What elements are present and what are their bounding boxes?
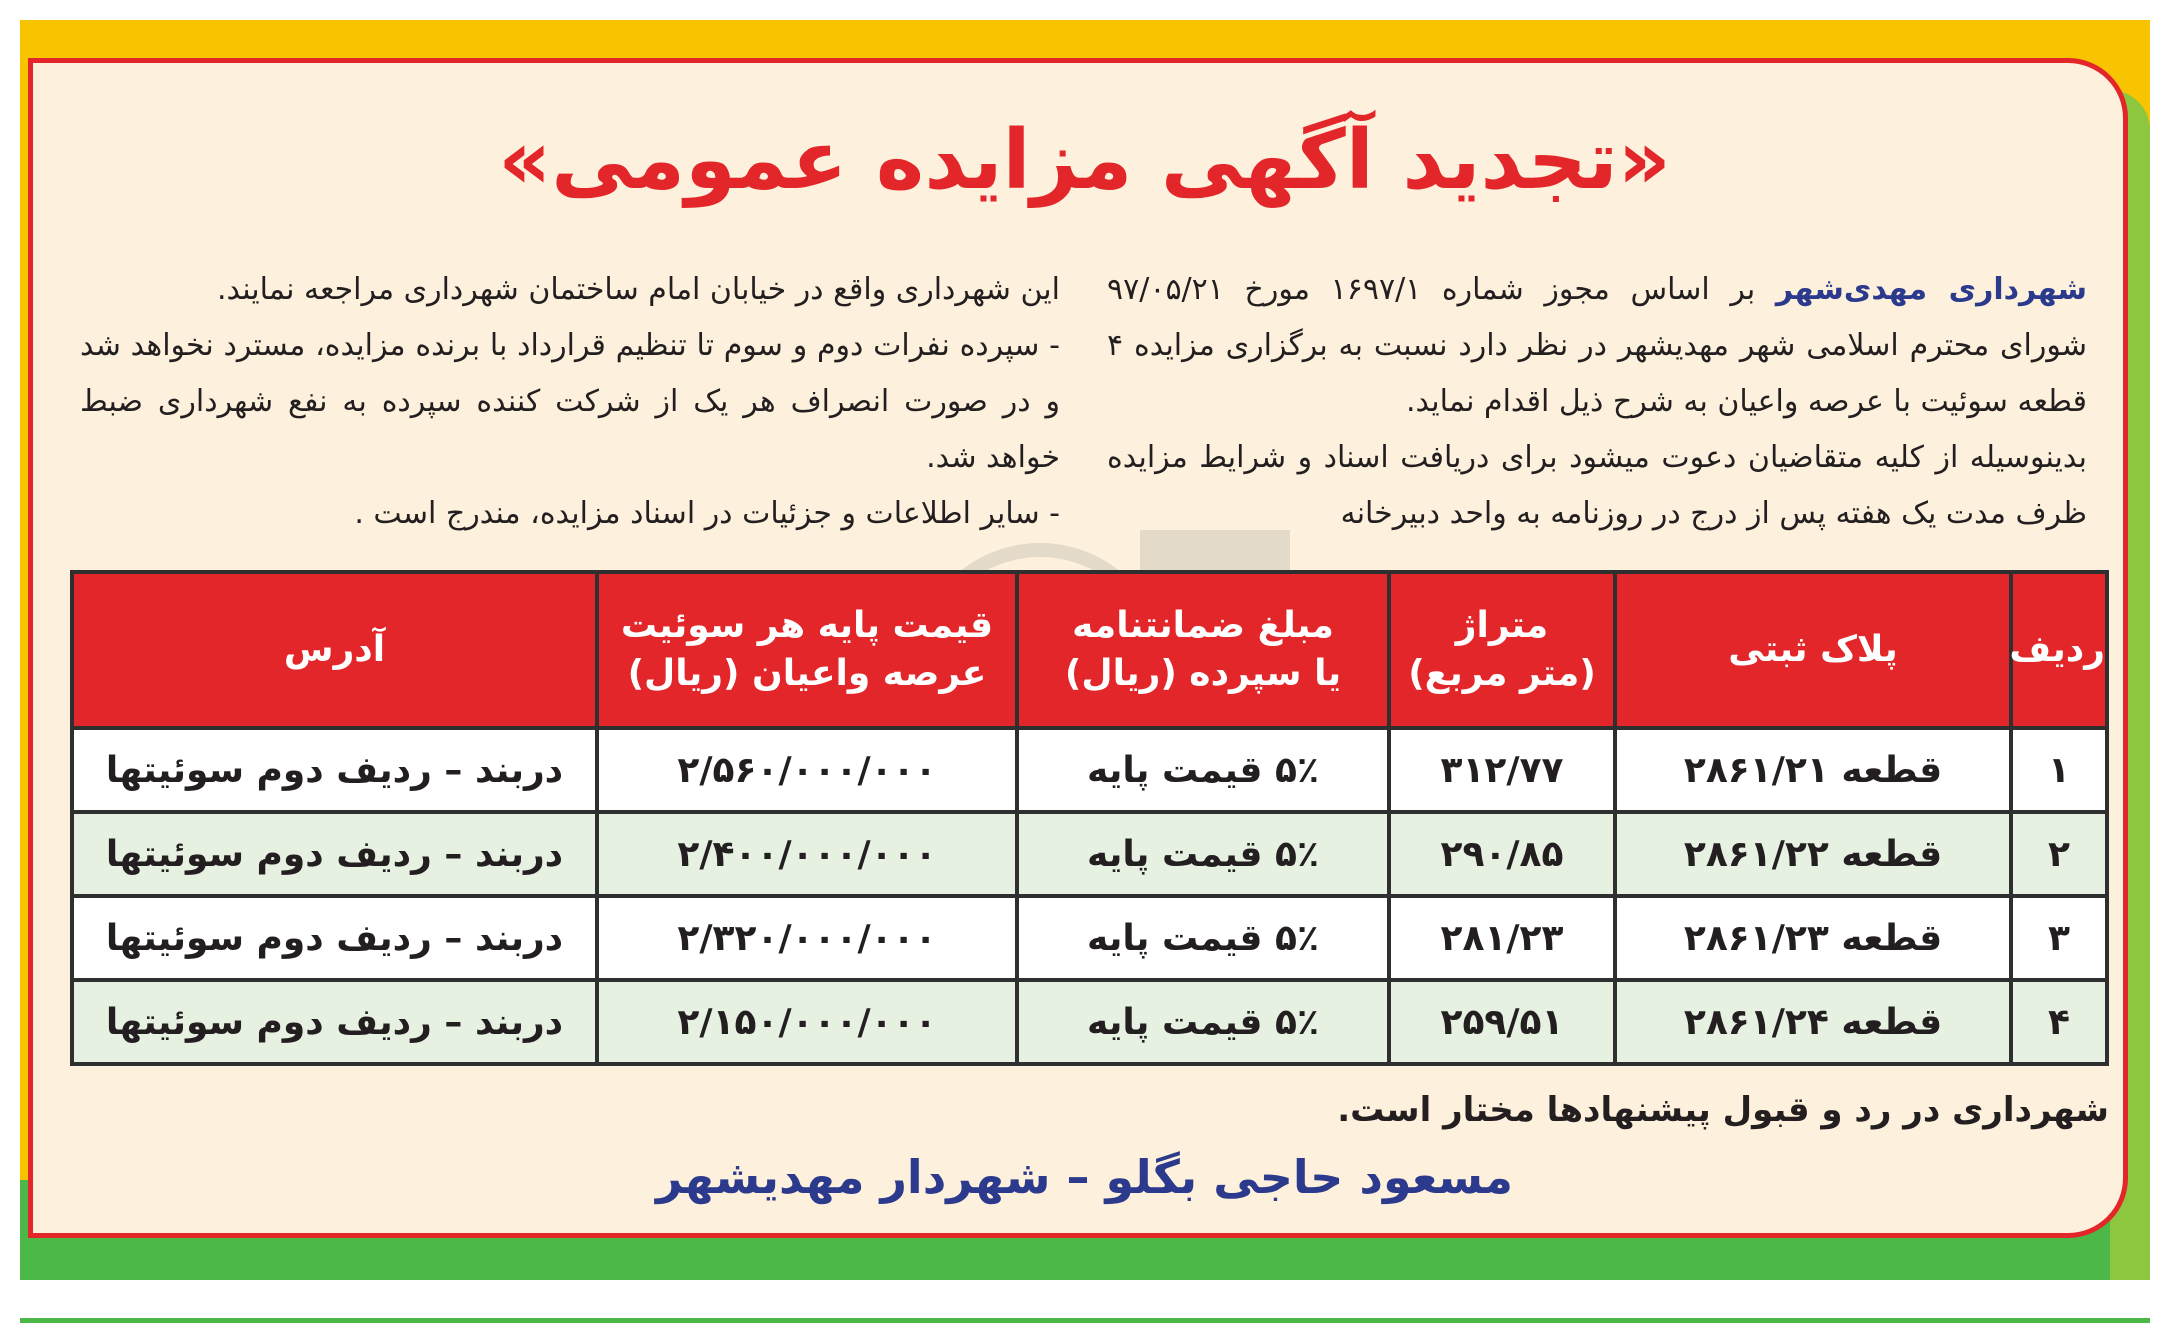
page-title: «تجدید آگهی مزایده عمومی» <box>498 113 1671 208</box>
header-plot: پلاک ثبتی <box>1615 572 2011 728</box>
intro-left-para-2: - سپرده نفرات دوم و سوم تا تنظیم قرارداد با برنده مزایده، مسترد نخواهد شد و در صورت انصراف هر یک از شرکت کننده سپرده به نفع شهرداری ضبط خواهد شد. <box>80 328 1060 475</box>
cell-plot: قطعه ۲۸۶۱/۲۴ <box>1615 980 2011 1064</box>
intro-right-para-1 <box>1107 262 2087 430</box>
signature: مسعود حاجی بگلو – شهردار مهدیشهر <box>655 1150 1514 1204</box>
header-price <box>597 572 1017 728</box>
cell-deposit: ۵٪ قیمت پایه <box>1017 728 1389 812</box>
table-row <box>72 896 2107 980</box>
cell-area: ۲۹۰/۸۵ <box>1389 812 1615 896</box>
cell-plot: قطعه ۲۸۶۱/۲۱ <box>1615 728 2011 812</box>
cell-price: ۲/۵۶۰/۰۰۰/۰۰۰ <box>597 728 1017 812</box>
cell-area: ۲۸۱/۲۳ <box>1389 896 1615 980</box>
cell-plot: قطعه ۲۸۶۱/۲۳ <box>1615 896 2011 980</box>
cell-deposit: ۵٪ قیمت پایه <box>1017 812 1389 896</box>
header-deposit-line-1: مبلغ ضمانتنامه <box>1072 605 1334 646</box>
intro-left-para-1: این شهرداری واقع در خیابان امام ساختمان شهرداری مراجعه نمایند. <box>216 272 1060 307</box>
city-name: شهرداری مهدی‌شهر <box>1775 272 2088 307</box>
cell-address: دربند – ردیف دوم سوئیتها <box>72 980 597 1064</box>
table-row <box>72 728 2107 812</box>
cell-row-number: ۴ <box>2011 980 2107 1064</box>
cell-row-number: ۱ <box>2011 728 2107 812</box>
cell-address: دربند – ردیف دوم سوئیتها <box>72 812 597 896</box>
footer-note: شهرداری در رد و قبول پیشنهادها مختار است. <box>1337 1090 2109 1130</box>
header-deposit-line-2: یا سپرده (ریال) <box>1064 653 1342 694</box>
header-address: آدرس <box>72 572 597 728</box>
cell-address: دربند – ردیف دوم سوئیتها <box>72 728 597 812</box>
header-deposit <box>1017 572 1389 728</box>
cell-plot: قطعه ۲۸۶۱/۲۲ <box>1615 812 2011 896</box>
intro-left-para-3: - سایر اطلاعات و جزئیات در اسناد مزایده، مندرج است . <box>354 496 1060 531</box>
table-row <box>72 980 2107 1064</box>
cell-price: ۲/۴۰۰/۰۰۰/۰۰۰ <box>597 812 1017 896</box>
intro-right-para-1-text: بر اساس مجوز شماره ۱۶۹۷/۱ مورخ ۹۷/۰۵/۲۱ شورای محترم اسلامی شهر مهدیشهر در نظر دارد نسبت به برگزاری مزایده ۴ قطعه سوئیت با عرصه واعیان به شرح ذیل اقدام نماید. <box>1107 272 2087 419</box>
cell-area: ۲۵۹/۵۱ <box>1389 980 1615 1064</box>
header-area <box>1389 572 1615 728</box>
intro-right-para-2: بدینوسیله از کلیه متقاضیان دعوت میشود برای دریافت اسناد و شرایط مزایده ظرف مدت یک هفته پس از درج در روزنامه به واحد دبیرخانه <box>1107 440 2087 531</box>
table-row <box>72 812 2107 896</box>
header-price-line-2: عرصه واعیان (ریال) <box>627 653 987 694</box>
table-header-row <box>72 572 2107 728</box>
auction-table <box>70 570 2109 1066</box>
header-area-line-1: متراژ <box>1455 605 1549 646</box>
cell-price: ۲/۱۵۰/۰۰۰/۰۰۰ <box>597 980 1017 1064</box>
cell-address: دربند – ردیف دوم سوئیتها <box>72 896 597 980</box>
cell-row-number: ۲ <box>2011 812 2107 896</box>
cell-price: ۲/۳۲۰/۰۰۰/۰۰۰ <box>597 896 1017 980</box>
cell-row-number: ۳ <box>2011 896 2107 980</box>
header-price-line-1: قیمت پایه هر سوئیت <box>620 605 994 646</box>
header-area-line-2: (متر مربع) <box>1408 653 1596 694</box>
header-row-number: ردیف <box>2011 572 2107 728</box>
cell-deposit: ۵٪ قیمت پایه <box>1017 980 1389 1064</box>
bottom-divider <box>20 1318 2150 1323</box>
cell-area: ۳۱۲/۷۷ <box>1389 728 1615 812</box>
cell-deposit: ۵٪ قیمت پایه <box>1017 896 1389 980</box>
